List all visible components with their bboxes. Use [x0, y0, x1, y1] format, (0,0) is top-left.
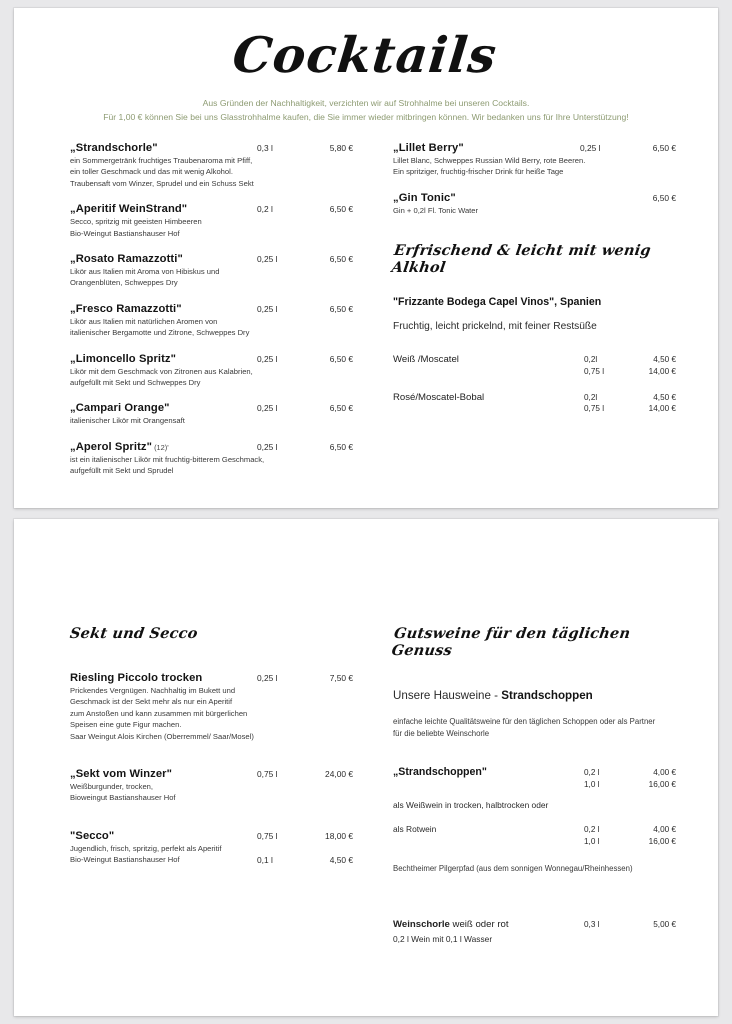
frizzante-title: "Frizzante Bodega Capel Vinos", Spanien [393, 296, 602, 309]
menu-item-price: 18,00 € [325, 830, 353, 841]
hausweine-title [393, 689, 676, 702]
weinschorle-row [393, 919, 676, 931]
menu-item-header [70, 303, 353, 315]
menu-item-description: italienischer Likör mit Orangensaft [70, 416, 185, 426]
weinschorle-name-bold: Weinschorle [393, 918, 450, 930]
strandschoppen-sizes-2: 0,2 l 1,0 l [584, 825, 600, 847]
menu-item-name: "Secco" [70, 829, 115, 842]
strandschoppen-prices-2: 4,00 € 16,00 € [648, 825, 676, 847]
strandschoppen-row [393, 766, 676, 790]
weinschorle-size: 0,3 l [584, 919, 600, 929]
menu-item-size: 0,25 l [257, 403, 278, 414]
menu-item-size-secondary: 0,1 l [257, 854, 273, 865]
menu-item-size: 0,2 l [257, 204, 273, 215]
menu-item-price: 5,80 € [329, 143, 353, 154]
menu-item-price: 6,50 € [329, 204, 353, 215]
page-title: Cocktails [230, 26, 500, 84]
menu-item [70, 402, 353, 426]
wine-row [393, 392, 676, 415]
wine-row [393, 354, 676, 377]
menu-item-header [70, 253, 353, 265]
menu-item-size: 0,3 l [257, 143, 273, 154]
menu-item-price: 6,50 € [652, 192, 676, 203]
weinschorle-name [393, 919, 584, 930]
menu-item-header [70, 203, 353, 215]
wine-name: Rosé/Moscatel-Bobal [393, 391, 485, 403]
menu-item [70, 830, 353, 865]
wine-name: Weiß /Moscatel [393, 354, 459, 366]
menu-item-name: „Sekt vom Winzer" [70, 767, 173, 780]
menu-item-header [70, 441, 353, 453]
page-2-columns [14, 519, 718, 944]
menu-item-name: „Fresco Ramazzotti" [70, 302, 182, 315]
cocktails-right-column [381, 142, 676, 490]
menu-item-description: Likör aus Italien mit natürlichen Aromen von italienischer Bergamotte und Zitrone, Schweppes Dry [70, 316, 250, 338]
menu-item-price: 6,50 € [329, 254, 353, 265]
menu-item-header [70, 402, 353, 414]
menu-item-name: „Lillet Berry" [393, 142, 464, 155]
menu-item-description: Lillet Blanc, Schweppes Russian Wild Berry, rote Beeren. Ein spritziger, fruchtig-frischer Drink für heiße Tage [393, 156, 586, 177]
menu-item-footnote-marker: (12)' [152, 442, 169, 452]
menu-item-price: 7,50 € [329, 673, 353, 683]
menu-item-size: 0,25 l [257, 673, 278, 683]
menu-item [70, 303, 353, 339]
menu-item [70, 768, 353, 804]
menu-item-size: 0,25 l [257, 254, 278, 265]
menu-item-header [70, 142, 353, 154]
menu-item-size: 0,25 l [257, 353, 278, 364]
menu-item [393, 192, 676, 216]
menu-item-name: Riesling Piccolo trocken [70, 672, 203, 684]
menu-item-size: 0,75 l [257, 830, 278, 841]
menu-item [70, 253, 353, 289]
menu-item-size: 0,25 l [257, 303, 278, 314]
menu-item-price: 6,50 € [329, 303, 353, 314]
menu-item [70, 672, 353, 742]
menu-item-header [393, 192, 676, 204]
menu-item [70, 203, 353, 239]
weinschorle-name-rest: weiß oder rot [449, 918, 509, 930]
menu-item-header [70, 672, 353, 684]
strandschoppen-name: „Strandschoppen" [393, 766, 487, 779]
strandschoppen-prices-1: 4,00 € 16,00 € [648, 768, 676, 789]
menu-item-header [70, 353, 353, 365]
menu-item-size: 0,25 l [257, 441, 278, 452]
menu-item-description: Prickendes Vergnügen. Nachhaltig im Bukett und Geschmack ist der Sekt mehr als nur ein Aperitif zum Anstoßen und kann zusammen mit bürgerlichen Speisen eine gute Figur machen. Saar Weingut Alois Kirchen (Oberremmel/ Saar/Mosel) [70, 686, 254, 741]
strandschoppen-red-label: als Rotwein [393, 824, 437, 835]
notice-line-2: Für 1,00 € können Sie bei uns Glasstrohhalme kaufen, die Sie immer wieder mitbringen können. Wir bedanken uns für Ihre Unterstützung! [103, 111, 629, 122]
menu-item-name: „Rosato Ramazzotti" [70, 253, 183, 266]
menu-item-name: „Campari Orange" [70, 402, 170, 415]
menu-item-name: „Aperitif WeinStrand" [70, 203, 188, 216]
refreshing-section-heading: Erfrischend & leicht mit wenig Alkhol [390, 242, 652, 277]
sekt-section-heading: Sekt und Secco [68, 625, 199, 642]
menu-item-header [70, 768, 353, 780]
strandschoppen-white-label: als Weißwein in trocken, halbtrocken oder [393, 800, 549, 811]
menu-item-header [70, 830, 353, 842]
wine-prices: 4,50 € 14,00 € [648, 392, 676, 414]
menu-item-price: 24,00 € [325, 768, 353, 779]
menu-item-price-secondary: 4,50 € [329, 854, 353, 865]
wine-sizes: 0,2l 0,75 l [584, 355, 605, 376]
strandschoppen-sizes-1: 0,2 l 1,0 l [584, 768, 600, 789]
menu-item-name: „Aperol Spritz" (12)' [70, 440, 169, 453]
cocktails-left-column [70, 142, 353, 490]
wine-prices: 4,50 € 14,00 € [648, 355, 676, 376]
menu-item-description: ein Sommergetränk fruchtiges Traubenaroma mit Pfiff, ein toller Geschmack und das mit wenig Alkohol. Traubensaft vom Winzer, Sprudel und ein Schuss Sekt [70, 156, 254, 188]
weinschorle-price: 5,00 € [653, 919, 676, 929]
menu-item [70, 353, 353, 389]
menu-item-description: Gin + 0,2l Fl. Tonic Water [393, 205, 479, 215]
menu-item-description: Jugendlich, frisch, spritzig, perfekt als Aperitif Bio-Weingut Bastianshauser Hof [70, 843, 222, 865]
menu-item-description: ist ein italienischer Likör mit fruchtig-bitterem Geschmack, aufgefüllt mit Sekt und Sprudel [70, 454, 265, 476]
wine-sizes: 0,2l 0,75 l [584, 392, 605, 414]
menu-item-price: 6,50 € [329, 353, 353, 364]
sustainability-notice [14, 97, 718, 124]
hausweine-brand: Strandschoppen [501, 689, 593, 702]
hausweine-note: einfache leichte Qualitätsweine für den täglichen Schoppen oder als Partner für die beliebte Weinschorle [393, 717, 656, 739]
menu-item-name: „Gin Tonic" [393, 191, 456, 204]
menu-page-1 [14, 8, 718, 508]
menu-item-description: Likör mit dem Geschmack von Zitronen aus Kalabrien, aufgefüllt mit Sekt und Schweppes Dry [70, 366, 253, 387]
strandschoppen-red-row [393, 824, 676, 847]
menu-item [70, 441, 353, 477]
page-1-columns [14, 124, 718, 490]
menu-item [393, 142, 676, 178]
menu-item [70, 142, 353, 189]
notice-line-1: Aus Gründen der Nachhaltigkeit, verzichten wir auf Strohhalme bei unseren Cocktails. [202, 98, 530, 109]
gutsweine-section-heading: Gutsweine für den täglichen Genuss [390, 625, 632, 659]
menu-item-header [393, 142, 676, 154]
sekt-und-secco-column [70, 619, 353, 944]
menu-item-description: Weißburgunder, trocken, Bioweingut Bastianshauser Hof [70, 781, 176, 803]
menu-item-size: 0,25 l [580, 143, 601, 154]
gutsweine-column [381, 619, 676, 944]
weinschorle-sub: 0,2 l Wein mit 0,1 l Wasser [393, 934, 493, 945]
hausweine-prefix: Unsere Hausweine - [393, 689, 502, 702]
menu-item-name: „Strandschorle" [70, 142, 158, 155]
menu-item-name: „Limoncello Spritz" [70, 352, 177, 365]
menu-item-description: Secco, spritzig mit geeisten Himbeeren Bio-Weingut Bastianshauser Hof [70, 217, 202, 238]
menu-item-price: 6,50 € [329, 403, 353, 414]
menu-page-2 [14, 519, 718, 1016]
pilgerpfad-footnote: Bechtheimer Pilgerpfad (aus dem sonnigen Wonnegau/Rheinhessen) [393, 863, 633, 873]
menu-item-size: 0,75 l [257, 768, 278, 779]
frizzante-description: Fruchtig, leicht prickelnd, mit feiner Restsüße [393, 321, 597, 333]
menu-item-price: 6,50 € [652, 143, 676, 154]
menu-item-price: 6,50 € [329, 441, 353, 452]
menu-item-description: Likör aus Italien mit Aroma von Hibiskus und Orangenblüten, Schweppes Dry [70, 267, 220, 288]
